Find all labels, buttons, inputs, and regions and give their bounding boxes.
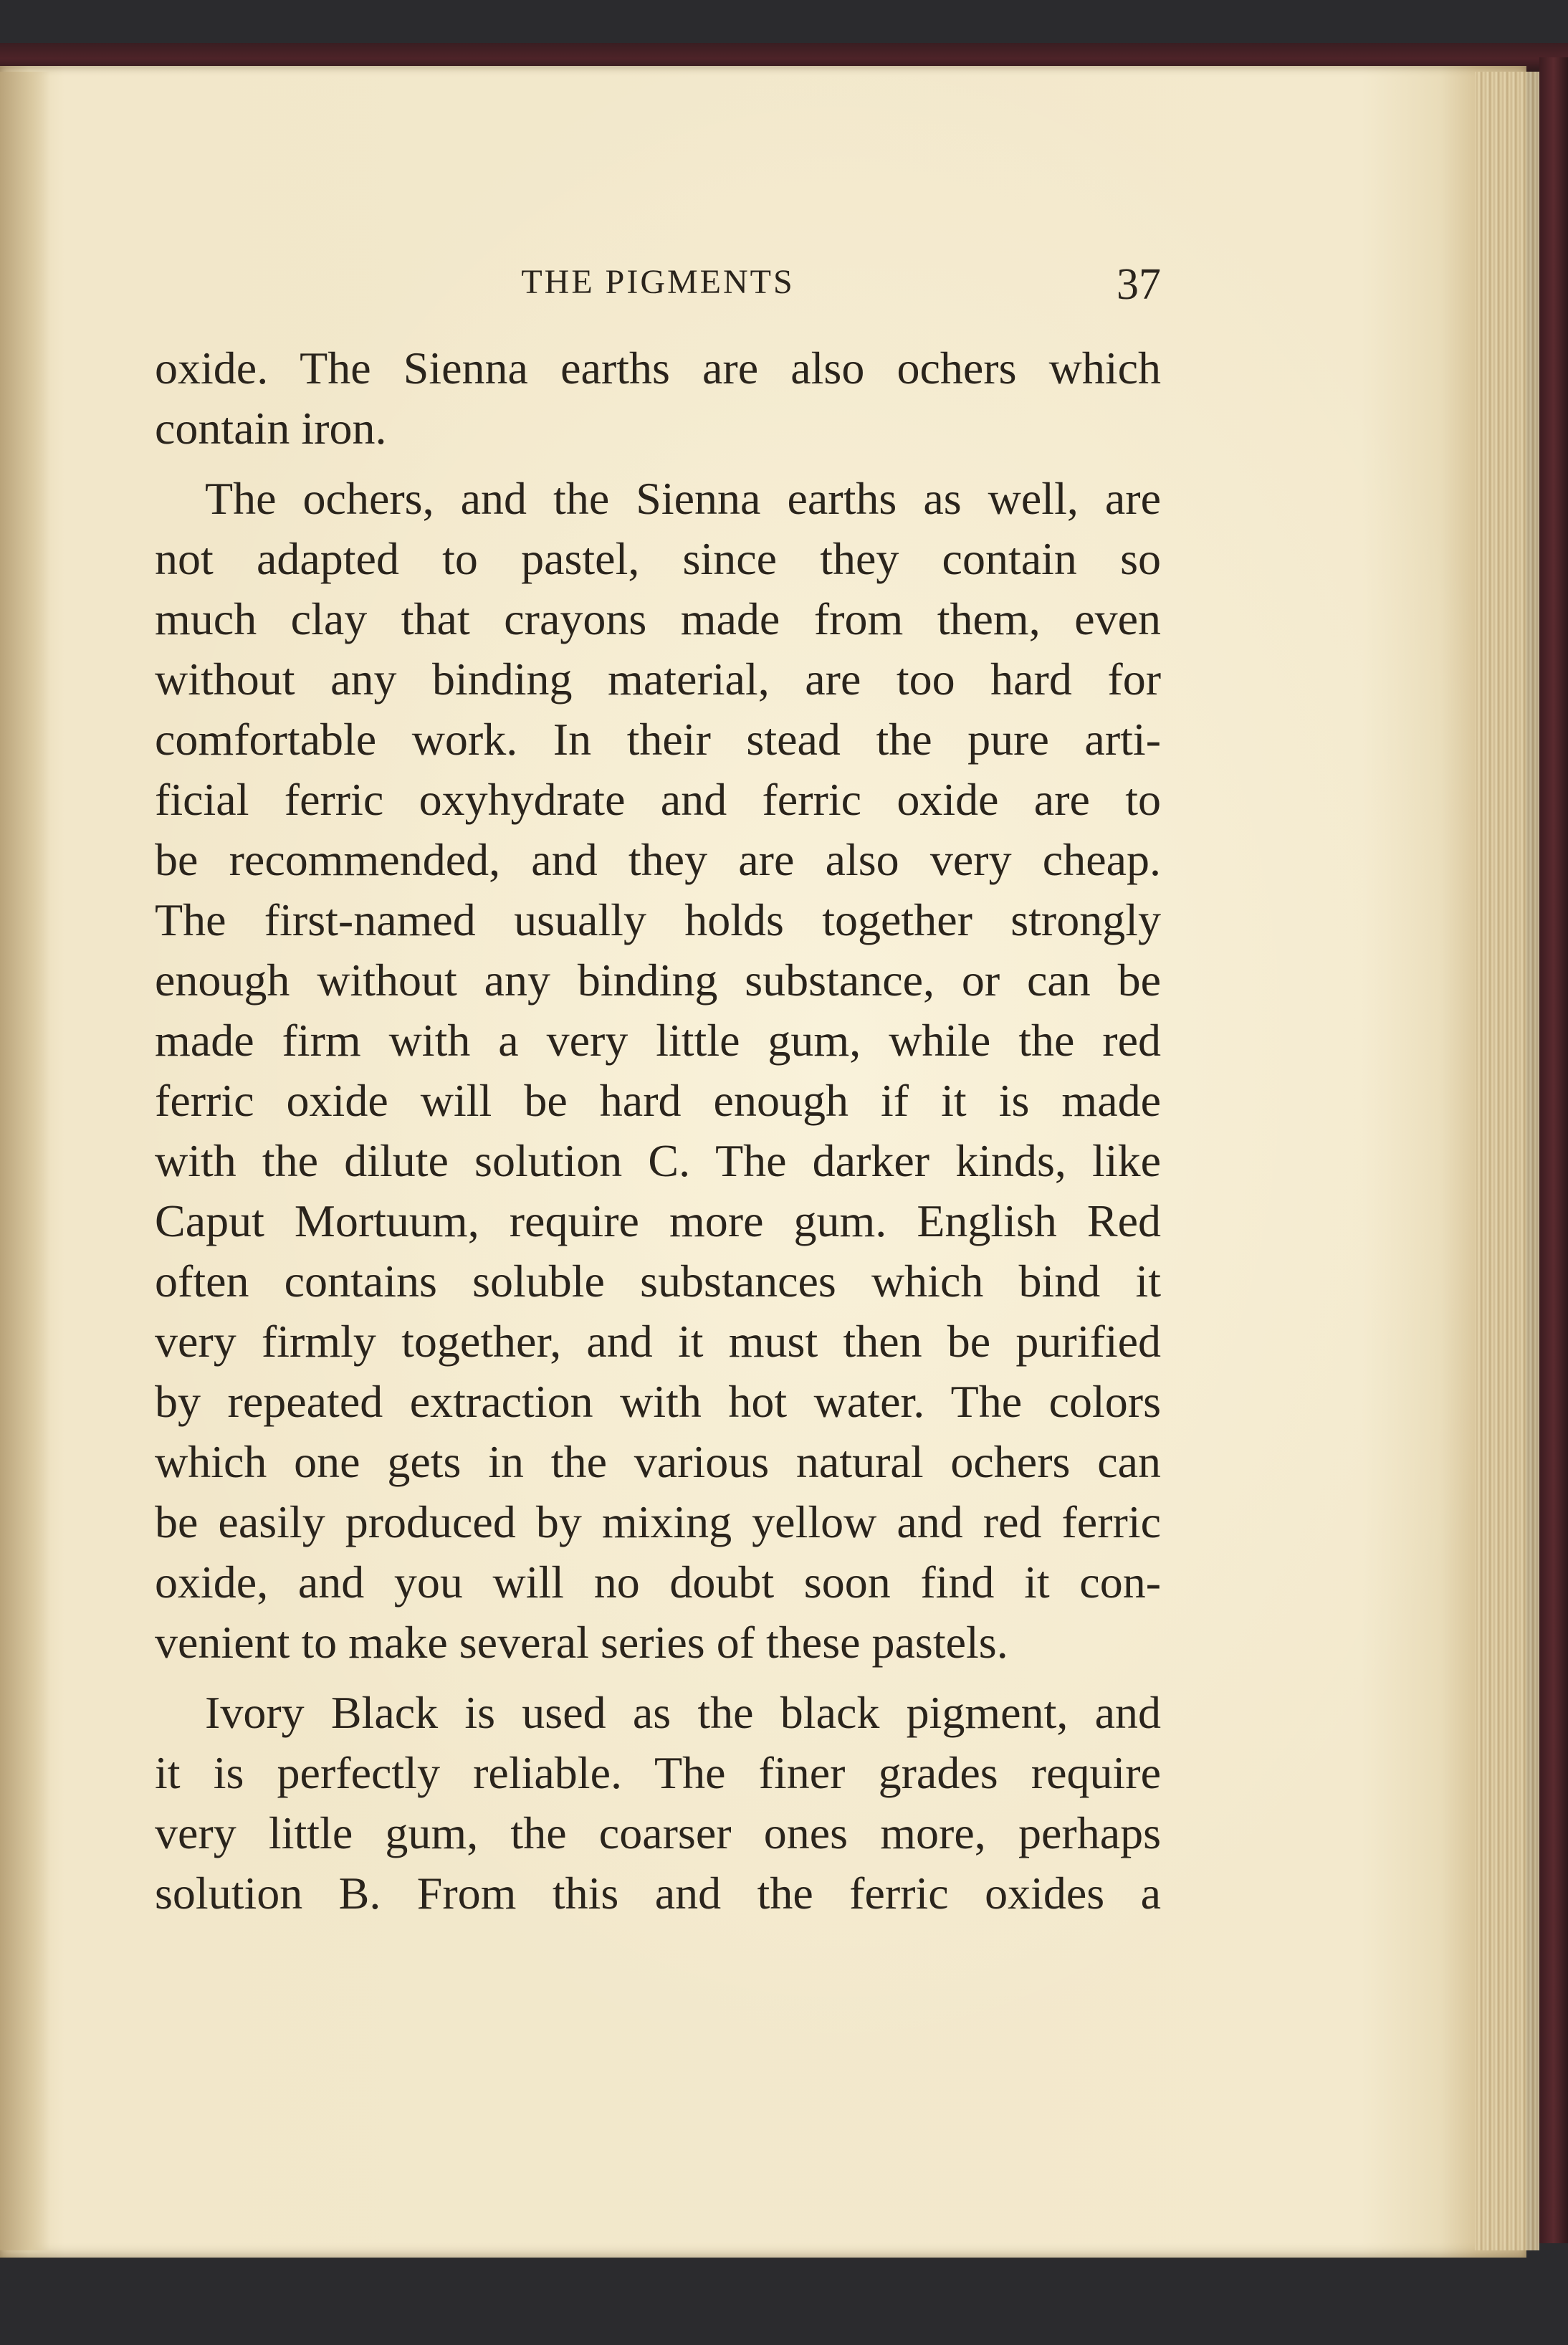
page-stack-edges [1475, 72, 1539, 2250]
text-line: made firm with a very little gum, while the red [155, 1015, 1161, 1066]
text-line: it is perfectly reliable. The finer grades require [155, 1747, 1161, 1798]
book-cover-right-edge [1539, 57, 1568, 2243]
page-number: 37 [1117, 260, 1161, 309]
text-line: enough without any binding substance, or can be [155, 955, 1161, 1006]
text-line: without any binding material, are too hard for [155, 654, 1161, 705]
text-line: oxide, and you will no doubt soon find it con- [155, 1557, 1161, 1608]
paragraph [155, 469, 1161, 1673]
text-line: Ivory Black is used as the black pigment, and [205, 1687, 1161, 1738]
text-line: venient to make several series of these pastels. [155, 1617, 1008, 1668]
paragraph [155, 1683, 1161, 1924]
text-line: The ochers, and the Sienna earths as well, are [205, 473, 1161, 524]
text-line: solution B. From this and the ferric oxides a [155, 1868, 1161, 1919]
page-header [155, 259, 1161, 324]
text-line: be recommended, and they are also very cheap. [155, 834, 1161, 885]
text-line: with the dilute solution C. The darker kinds, like [155, 1135, 1161, 1186]
text-line: oxide. The Sienna earths are also ochers which [155, 343, 1161, 393]
text-line: The first-named usually holds together strongly [155, 894, 1161, 945]
text-line: very firmly together, and it must then be purified [155, 1316, 1161, 1367]
text-line: much clay that crayons made from them, even [155, 593, 1161, 644]
text-line: very little gum, the coarser ones more, perhaps [155, 1807, 1161, 1858]
text-line: be easily produced by mixing yellow and red ferric [155, 1496, 1161, 1547]
text-line: often contains soluble substances which bind it [155, 1256, 1161, 1307]
text-line: ficial ferric oxyhydrate and ferric oxide are to [155, 774, 1161, 825]
text-line: ferric oxide will be hard enough if it is made [155, 1075, 1161, 1126]
paragraph [155, 338, 1161, 459]
text-line: contain iron. [155, 403, 387, 454]
body-text [155, 338, 1161, 1924]
page-gutter-shadow [0, 72, 50, 2250]
text-line: by repeated extraction with hot water. The colors [155, 1376, 1161, 1427]
text-line: comfortable work. In their stead the pure arti- [155, 714, 1161, 765]
text-line: Caput Mortuum, require more gum. English Red [155, 1195, 1161, 1246]
text-line: which one gets in the various natural ochers can [155, 1436, 1161, 1487]
text-line: not adapted to pastel, since they contain so [155, 533, 1161, 584]
running-head: THE PIGMENTS [521, 263, 795, 301]
